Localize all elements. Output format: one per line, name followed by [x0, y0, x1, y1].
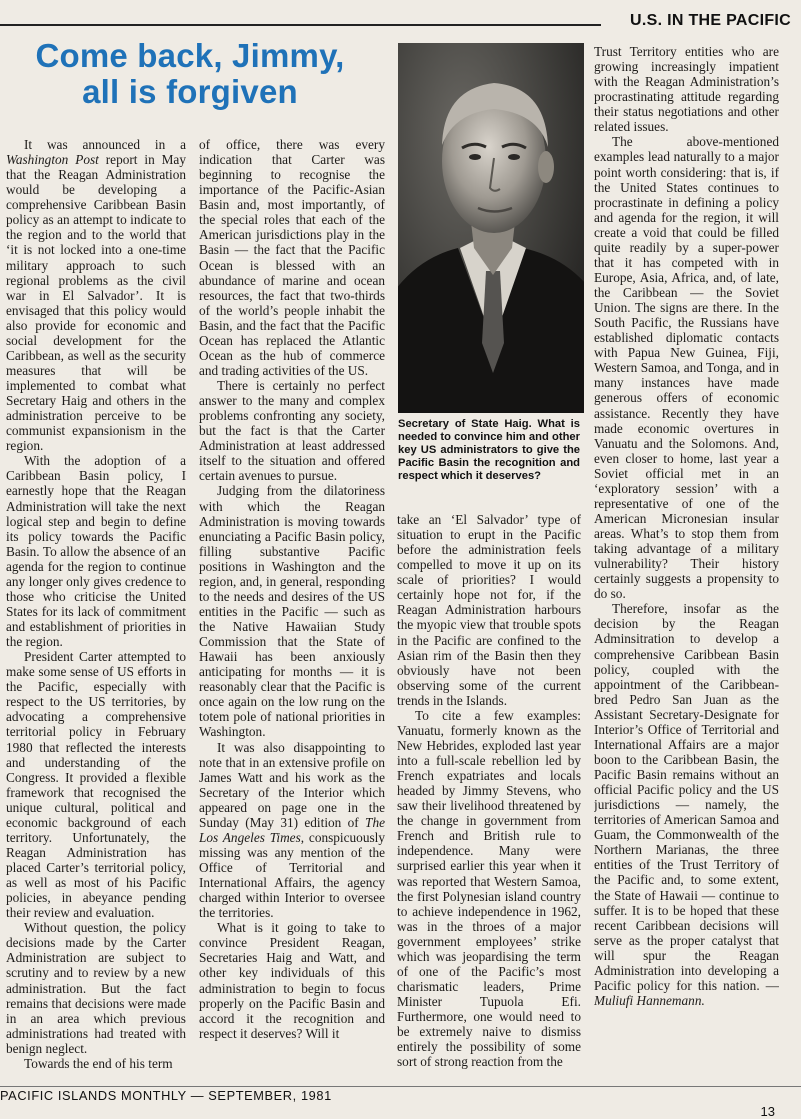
column-1-paragraph-4: Without question, the policy decisions made by the Carter Administration are subject to scrutiny and to review by a new administration. But the fact remains that decisions were made in an area which previous administrations had treated with benign neglect.: [6, 920, 186, 1056]
column-2-paragraph-3: Judging from the dilatoriness with which the Reagan Administration is moving towards enunciating a Pacific Basin policy, filling substantive Pacific positions in Washington and the region, and, in general, responding to the needs and desires of the US entities in the Pacific — such as the Native Hawaiian Study Commission that the State of Hawaii has been anxiously anticipating for months — it is reasonably clear that the Pacific is once again on the low rung on the totem pole of national priorities in Washington.: [199, 483, 385, 740]
column-3-paragraph-2: To cite a few examples: Vanuatu, formerly known as the New Hebrides, exploded last year into a full-scale rebellion led by French expatriates and locals headed by Jimmy Stevens, who saw their livelihood threatened by the change in government from French and British rule to independence. Many were surprised earlier this year when it was reported that Western Samoa, the first Polynesian island country to achieve independence in 1962, was in the throes of a major government employees’ strike which was jeopardising the term of one of the Pacific’s most charismatic leaders, Prime Minister Tupuola Efi. Furthermore, one would need to be extremely naive to dismiss entirely the possibility of some sort of strong reaction from the: [397, 707, 581, 1070]
article-column-4: [594, 44, 779, 1089]
paragraph-lead: It was also disappointing to note that in an extensive profile on James Watt and his work as the Secretary of the Interior which appeared on page one in the Sunday (May 31) edition of: [199, 739, 385, 830]
column-2-paragraph-2: There is certainly no perfect answer to the many and complex problems confronting any society, but the fact is that the Carter Administration at least addressed itself to the situation and offered certain avenues to pursue.: [199, 378, 385, 484]
newspaper-title: The Los Angeles Times: [199, 814, 385, 845]
portrait-photo: [398, 43, 584, 413]
page-number: 13: [760, 1104, 775, 1119]
column-4-paragraph-3: [594, 601, 779, 1008]
photo-caption: Secretary of State Haig. What is needed to convince him and other key US administrators to give the Pacific Basin the recognition and respect which it deserves?: [398, 418, 580, 482]
author-byline: Muliufi Hannemann.: [594, 992, 705, 1008]
column-2-paragraph-4: [199, 740, 385, 921]
paragraph-rest: report in May that the Reagan Administration would be developing a comprehensive Caribbean Basin policy as an attempt to indicate to the region and to the world that ‘it is not locked into a one-time military approach to such regional problems as the civil war in El Salvador’. It is envisaged that this policy would also provide for economic and social development for the Caribbean, as well as the security measures that will be implemented to combat what Secretary Haig and others in the administration perceive to be communist expansionism in the region.: [6, 152, 186, 454]
headline-line-2: all is forgiven: [82, 73, 298, 110]
portrait-illustration: [398, 43, 584, 413]
column-1-paragraph-2: With the adoption of a Caribbean Basin policy, I earnestly hope that the Reagan Administration will take the next logical step and begin to define its policy towards the Pacific Basin. To allow the absence of an agenda for the region to continue any longer only gives credence to those who criticise the United States for its lack of commitment and establishment of priorities in the region.: [6, 453, 186, 650]
publication-footer: PACIFIC ISLANDS MONTHLY — SEPTEMBER, 1981: [0, 1088, 332, 1103]
article-column-2: [199, 137, 385, 1087]
paragraph-body: Therefore, insofar as the decision by the Reagan Adminsitration to develop a comprehensive Caribbean Basin policy, coupled with the appointment of the Caribbean-bred Pedro San Juan as the Assistant Secretary-Designate for Interior’s Office of Territorial and International Affairs are a major boon to the Caribbean Basin, the Pacific Basin remains without an official Pacific policy and the US jurisdictions — namely, the territories of American Samoa and Guam, the Commonwealth of the Northern Marianas, the three entities of the Trust Territory of the Pacific and, to some extent, the State of Hawaii — continue to suffer. It is to be hoped that these recent Caribbean decisions will serve as the proper catalyst that will spur the Reagan Administration into developing a Pacific policy for this nation. —: [594, 601, 779, 993]
column-3-paragraph-1: take an ‘El Salvador’ type of situation to erupt in the Pacific before the administration feels compelled to move it up on its scale of priorities? I would certainly hope not for, if the Reagan Administration harbours the myopic view that trouble spots in the Pacific are confined to the Asian rim of the Basin then they obviously have not been observing some of the current trends in the Islands.: [397, 512, 581, 708]
column-1-paragraph-3: President Carter attempted to make some sense of US efforts in the Pacific, especially with respect to the US territories, by advocating a comprehensive territorial policy in February 1980 that reflected the interests and understanding of the Congress. It provided a flexible framework that recognised the unique cultural, political and economic background of each territory. Unfortunately, the Reagan Administration has placed Carter’s territorial policy, as well as most of his Pacific policies, in abeyance pending their review and evaluation.: [6, 649, 186, 921]
headline: [0, 38, 380, 110]
headline-line-1: Come back, Jimmy,: [35, 37, 345, 74]
section-label: U.S. IN THE PACIFIC: [630, 12, 791, 29]
footer-rule: [0, 1086, 801, 1087]
paragraph-lead: It was announced in a: [24, 137, 186, 152]
column-1-paragraph-1: [6, 137, 186, 453]
column-4-paragraph-2: The above-mentioned examples lead naturally to a major point worth considering: that is, if the United States continues to procrastinate in defining a policy and agenda for the region, it will create a void that could be filled quite readily by a super-power that it has competed with in Europe, Asia, Africa, and, of late, the Caribbean — the Soviet Union. The signs are there. In the South Pacific, the Russians have established diplomatic contacts with Papua New Guinea, Fiji, Western Samoa, and Tonga, and in many instances have made generous offers of economic assistance. Recently they have made economic overtures in Vanuatu and the Solomons. And, even closer to home, last year a Soviet official met in an ‘exploratory session’ with a representative of one of the American Micronesian insular areas. What’s to stop them from taking advantage of a military vulnerability? Their history certainly suggests a propensity to do so.: [594, 134, 779, 602]
header-rule: [0, 24, 601, 26]
paragraph-rest: , conspicuously missing was any mention of the Office of Territorial and International Affairs, the agency charged within Interior to oversee the territories.: [199, 829, 385, 921]
source-name: Washington Post: [6, 152, 99, 168]
column-4-paragraph-1: Trust Territory entities who are growing increasingly impatient with the Reagan Administration’s procrastinating attitude regarding their status negotiations and other related issues.: [594, 44, 779, 135]
column-1-paragraph-5: Towards the end of his term: [24, 1055, 173, 1071]
column-2-paragraph-1: of office, there was every indication that Carter was beginning to recognise the importance of the Pacific-Asian Basin and, most importantly, of the special roles that each of the American jurisdictions play in the Basin — the fact that the Pacific Ocean is blessed with an abundance of marine and ocean resources, the fact that two-thirds of the world’s people inhabit the Basin, and the fact that the Pacific Ocean has replaced the Atlantic Ocean as the hub of commerce and trading activities of the US.: [199, 137, 385, 378]
article-column-1: [6, 137, 186, 1087]
column-2-paragraph-5: What is it going to take to convince President Reagan, Secretaries Haig and Watt, and other key individuals of this administration to begin to focus properly on the Pacific Basin and accord it the recognition and respect it deserves? Will it: [199, 920, 385, 1041]
article-column-3: [397, 512, 581, 1087]
